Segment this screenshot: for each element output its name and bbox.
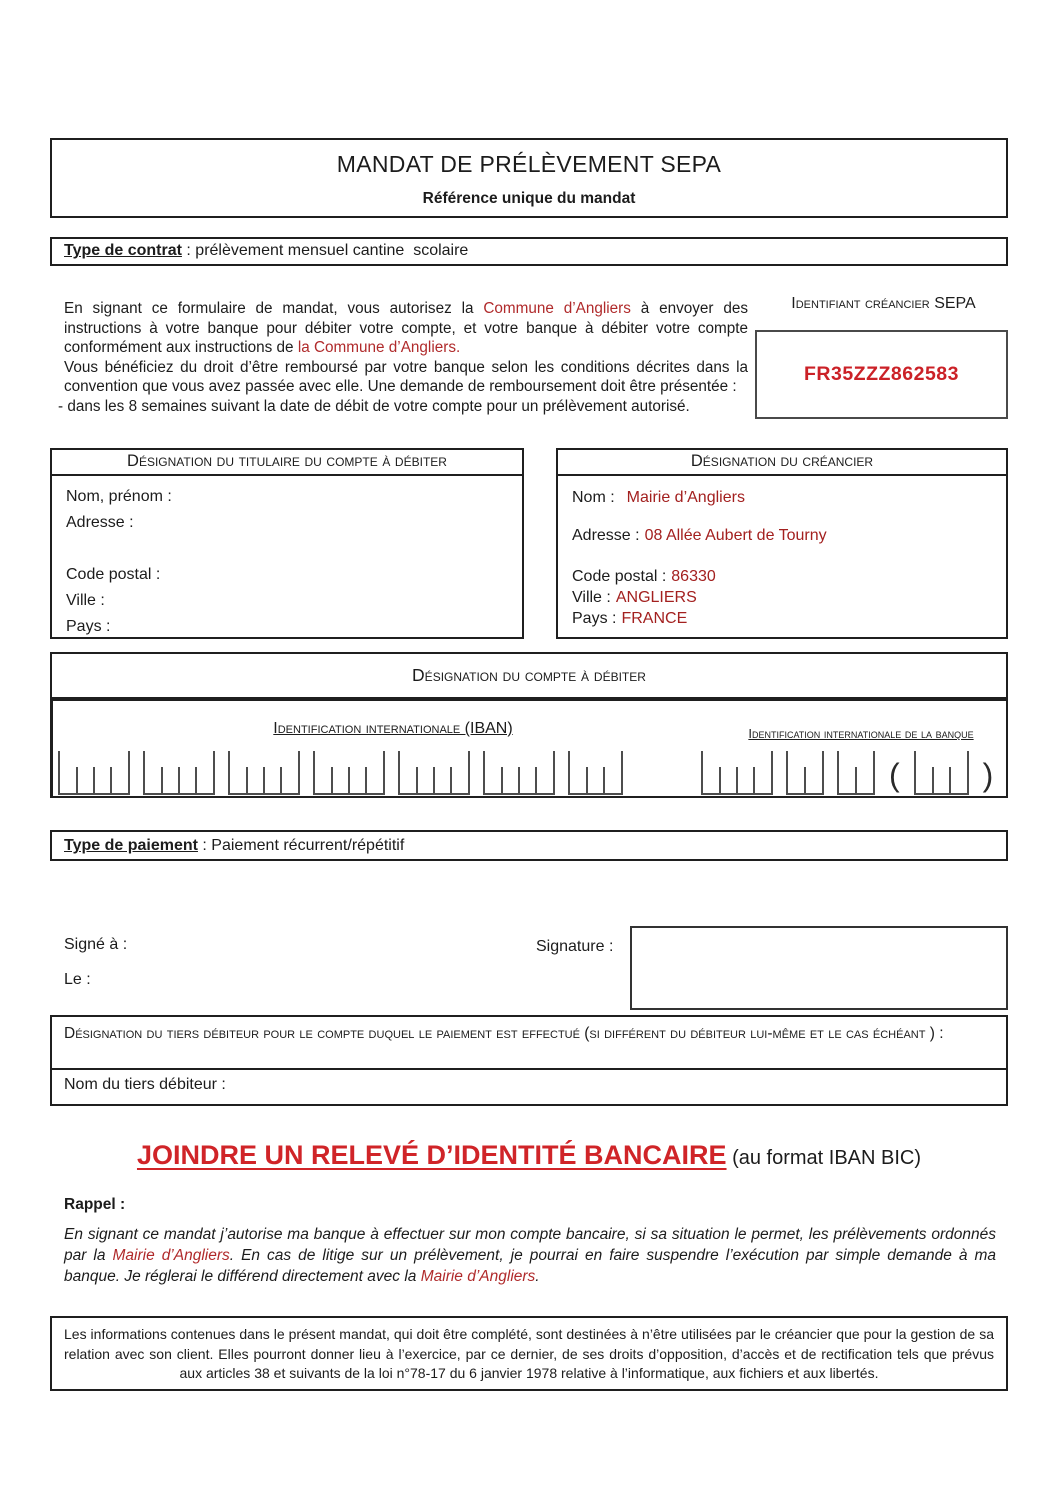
bic-comb-row [701, 751, 994, 795]
char-box-cell [247, 749, 264, 793]
title-box [50, 138, 1008, 218]
authorization-clause-1: En signant ce formulaire de mandat, vous autorisez la Commune d’Angliers à envoyer des instructions à votre banque pour débiter votre compte, et votre banque à débiter votre compte conformément aux instructions de la Commune d’Angliers. [64, 300, 748, 357]
char-box-cell [788, 749, 805, 793]
creditor-city-row: Ville : ANGLIERS [572, 589, 697, 606]
debtor-postal-label: Code postal : [66, 566, 161, 583]
bic-label: Identification internationale de la banque [748, 726, 974, 741]
creditor-name-mention: Commune d’Angliers [483, 300, 631, 317]
char-box-cell [349, 749, 366, 793]
debtor-address-label: Adresse : [66, 514, 134, 531]
char-box-group [398, 751, 470, 795]
char-box-cell [570, 749, 587, 793]
creditor-designation-box [556, 448, 1008, 639]
char-box-cell [94, 749, 111, 793]
char-box-group [701, 751, 773, 795]
payment-type-box [50, 830, 1008, 861]
char-box-group [483, 751, 555, 795]
creditor-name-row: Nom : Mairie d’Angliers [572, 489, 745, 506]
char-box-cell [417, 749, 434, 793]
creditor-country-row: Pays : FRANCE [572, 610, 688, 627]
char-box-group [786, 751, 824, 795]
char-box-cell [315, 749, 332, 793]
date-label: Le : [64, 971, 91, 988]
debtor-designation-box [50, 448, 524, 639]
char-box-group [914, 751, 969, 795]
char-box-cell [754, 749, 771, 793]
creditor-country-value: FRANCE [621, 610, 688, 627]
char-box-cell [720, 749, 737, 793]
signature-label: Signature : [536, 938, 614, 955]
char-box-cell [400, 749, 417, 793]
creditor-postal-row: Code postal : 86330 [572, 568, 716, 585]
creditor-name-value: Mairie d’Angliers [626, 489, 745, 506]
bic-main-combs [701, 751, 875, 795]
creditor-name-mention: la Commune d’Angliers. [297, 339, 461, 357]
debtor-box-header: Désignation du titulaire du compte à débiter [52, 450, 522, 476]
char-box-cell [332, 749, 349, 793]
legal-footer-box: Les informations contenues dans le présent mandat, qui doit être complété, sont destinées à n’être utilisées par le créancier que pour la gestion de sa relation avec son client. Elles pourront donner lieu à l’exercice, par ce dernier, de ses droits d’opposition, d’accès et de rectification tels que prévus aux articles 38 et suivants de la loi n°78-17 du 6 janvier 1978 relative à l’informatique, aux fichiers et aux libertés. [50, 1316, 1008, 1391]
document-title: MANDAT DE PRÉLÈVEMENT SEPA [336, 151, 722, 177]
char-box-cell [916, 749, 933, 793]
char-box-cell [805, 749, 822, 793]
char-box-cell [933, 749, 950, 793]
signature-box [630, 926, 1008, 1010]
char-box-cell [587, 749, 604, 793]
contract-type-value: : prélèvement mensuel cantine scolaire [181, 242, 469, 259]
debtor-fields [52, 476, 522, 636]
char-box-cell [604, 749, 621, 793]
document-subtitle: Référence unique du mandat [422, 190, 636, 207]
char-box-cell [162, 749, 179, 793]
char-box-group [58, 751, 130, 795]
char-box-group [143, 751, 215, 795]
bic-branch-comb [914, 751, 969, 795]
char-box-cell [145, 749, 162, 793]
iban-comb-row [58, 751, 623, 795]
creditor-id-value: FR35ZZZ862583 [804, 363, 959, 385]
bic-branch-paren-close: ) [982, 757, 994, 793]
iban-label: Identification internationale (IBAN) [273, 720, 513, 737]
account-box-header: Désignation du compte à débiter [50, 652, 1008, 699]
char-box-cell [264, 749, 281, 793]
char-box-cell [281, 749, 298, 793]
payment-type-value: : Paiement récurrent/répétitif [197, 837, 405, 854]
char-box-cell [366, 749, 383, 793]
creditor-id-box [755, 330, 1008, 419]
creditor-box-header: Désignation du créancier [558, 450, 1006, 476]
signed-at-label: Signé à : [64, 936, 128, 953]
char-box-cell [77, 749, 94, 793]
char-box-cell [502, 749, 519, 793]
contract-type-label: Type de contrat [64, 242, 182, 259]
attach-notice-red: JOINDRE UN RELEVÉ D’IDENTITÉ BANCAIRE [136, 1140, 727, 1170]
authorization-clause-2: Vous bénéficiez du droit d’être remboursé par votre banque selon les conditions décrites dans la convention que vous avez passée avec elle. Une demande de remboursement doit être présentée : [64, 358, 748, 396]
reminder-label: Rappel : [64, 1196, 126, 1213]
char-box-cell [60, 749, 77, 793]
creditor-fields [558, 476, 1006, 629]
creditor-address-row: Adresse : 08 Allée Aubert de Tourny [572, 527, 827, 544]
char-box-cell [737, 749, 754, 793]
char-box-cell [856, 749, 873, 793]
char-box-cell [111, 749, 128, 793]
creditor-postal-value: 86330 [671, 568, 716, 585]
char-box-cell [434, 749, 451, 793]
creditor-id-label: Identifiant créancier SEPA [791, 295, 976, 312]
third-party-debtor-box [50, 1015, 1008, 1106]
char-box-cell [950, 749, 967, 793]
char-box-cell [536, 749, 553, 793]
char-box-group [313, 751, 385, 795]
creditor-name-mention: Mairie d’Angliers [112, 1247, 230, 1264]
reminder-paragraph: En signant ce mandat j’autorise ma banque à effectuer sur mon compte bancaire, si sa situation le permet, les prélèvements ordonnés par la Mairie d’Angliers. En cas de litige sur un prélèvement, je pourrai en faire suspendre l’exécution par simple demande à ma banque. Je réglerai le différend directement avec la Mairie d’Angliers. [64, 1226, 997, 1285]
bic-branch-paren-open: ( [889, 757, 900, 793]
authorization-clause-3: - dans les 8 semaines suivant la date de débit de votre compte pour un prélèvement autorisé. [58, 397, 690, 415]
char-box-cell [179, 749, 196, 793]
authorization-paragraph [58, 299, 748, 417]
third-party-name-label: Nom du tiers débiteur : [64, 1076, 226, 1093]
char-box-group [837, 751, 875, 795]
attach-notice [0, 1140, 1058, 1171]
attach-notice-format: (au format IBAN BIC) [726, 1147, 922, 1169]
char-box-cell [519, 749, 536, 793]
char-box-group [228, 751, 300, 795]
char-box-cell [451, 749, 468, 793]
contract-type-box [50, 237, 1008, 266]
payment-type-label: Type de paiement [64, 837, 198, 854]
creditor-address-value: 08 Allée Aubert de Tourny [644, 527, 827, 544]
char-box-cell [839, 749, 856, 793]
debtor-country-label: Pays : [66, 618, 111, 635]
debtor-name-label: Nom, prénom : [66, 488, 172, 505]
char-box-cell [485, 749, 502, 793]
creditor-city-value: ANGLIERS [615, 589, 697, 606]
char-box-cell [196, 749, 213, 793]
account-box-body [50, 699, 1008, 798]
debtor-city-label: Ville : [66, 592, 105, 609]
char-box-cell [703, 749, 720, 793]
third-party-header: Désignation du tiers débiteur pour le compte duquel le paiement est effectué (si différent du débiteur lui-même et le cas échéant ) : [52, 1017, 1006, 1070]
creditor-name-mention: Mairie d’Angliers [420, 1268, 536, 1285]
debtor-address-blank [66, 532, 508, 558]
char-box-cell [230, 749, 247, 793]
char-box-group [568, 751, 623, 795]
